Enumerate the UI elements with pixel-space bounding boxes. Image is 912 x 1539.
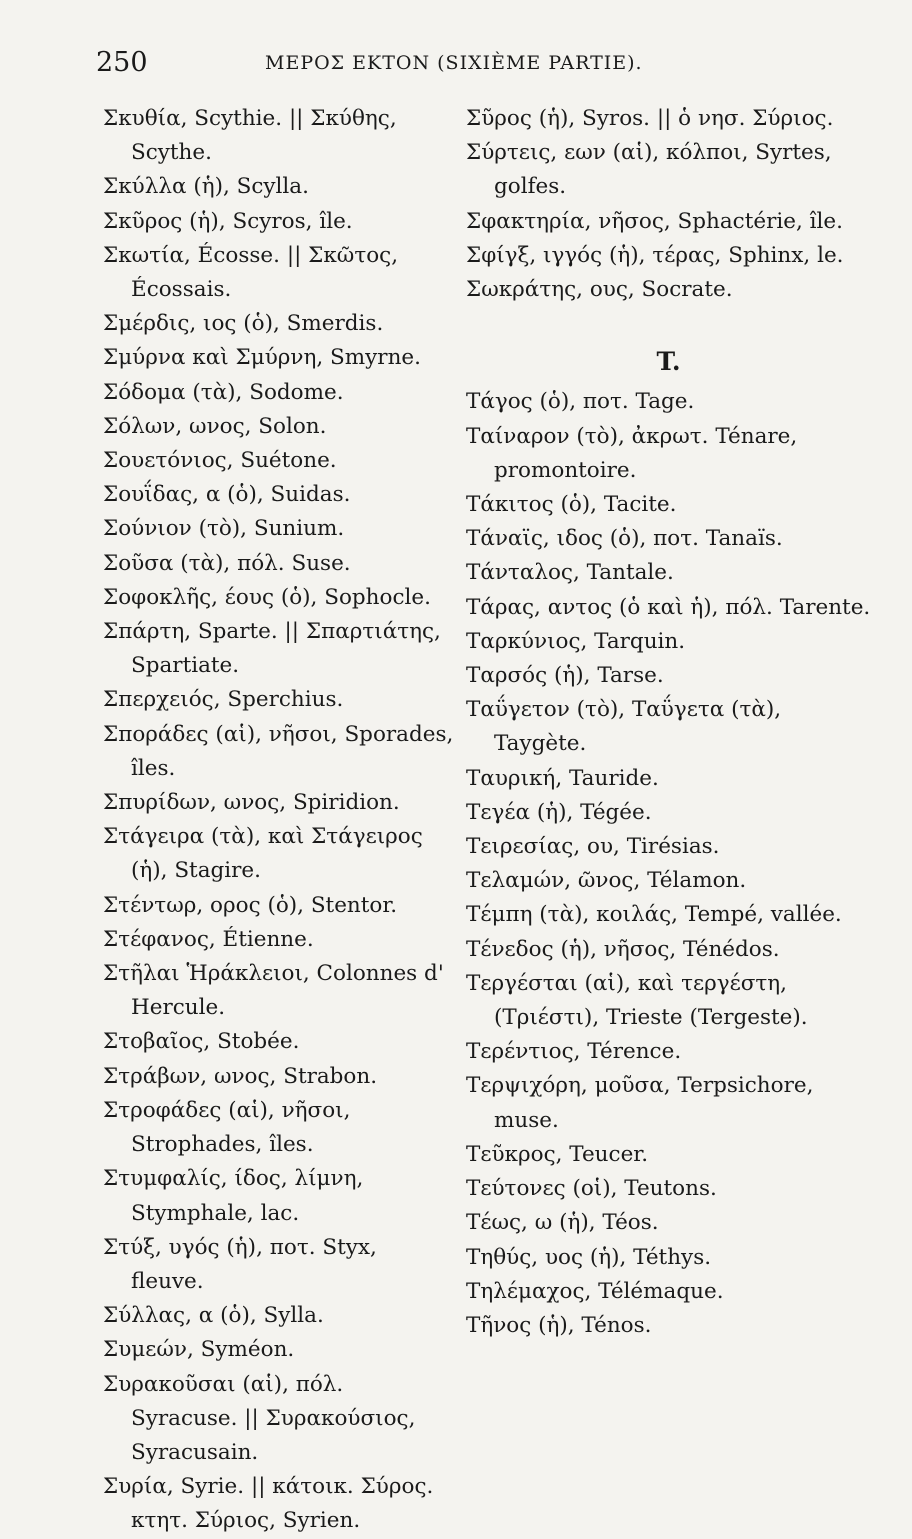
dictionary-entry: Τεύτονες (οἱ), Teutons. [466, 1176, 717, 1202]
right-column [466, 102, 871, 1343]
dictionary-entry: Σπερχειός, Sperchius. [103, 687, 344, 713]
left-column [103, 102, 455, 1539]
dictionary-entry: Σουετόνιος, Suétone. [103, 448, 337, 474]
dictionary-entry: Συρία, Syrie. || κάτοικ. Σύρος. κτητ. Σύριος, Syrien. [103, 1474, 434, 1534]
dictionary-entry: Ταρσός (ἡ), Tarse. [466, 663, 664, 689]
dictionary-entry: Στέντωρ, ορος (ὁ), Stentor. [103, 892, 398, 918]
dictionary-entry: Ταΰγετον (τὸ), Ταΰγετα (τὰ), Taygète. [466, 697, 782, 757]
dictionary-entry: Σύλλας, α (ὁ), Sylla. [103, 1303, 324, 1329]
dictionary-entry: Τάρας, αντος (ὁ καὶ ἡ), πόλ. Tarente. [466, 594, 871, 620]
dictionary-entry: Τῆνος (ἡ), Ténos. [466, 1312, 652, 1338]
dictionary-entry: Στράβων, ωνος, Strabon. [103, 1063, 378, 1089]
dictionary-entry: Τέως, ω (ἡ), Téos. [466, 1210, 659, 1236]
dictionary-entry: Σπάρτη, Sparte. || Σπαρτιάτης, Spartiate. [103, 619, 441, 679]
dictionary-entry: Σκύλλα (ἡ), Scylla. [103, 174, 309, 200]
dictionary-entry: Τάκιτος (ὁ), Tacite. [466, 492, 677, 518]
dictionary-entry: Σκωτία, Écosse. || Σκῶτος, Écossais. [103, 242, 399, 303]
dictionary-entry: Σωκράτης, ους, Socrate. [466, 277, 733, 303]
dictionary-entry: Σμέρδις, ιος (ὁ), Smerdis. [103, 311, 384, 337]
dictionary-entry: Τάνταλος, Tantale. [466, 560, 674, 586]
dictionary-entry: Ταίναρον (τὸ), ἀκρωτ. Ténare, promontoire. [466, 423, 798, 483]
dictionary-entry: Στοβαῖος, Stobée. [103, 1029, 300, 1055]
dictionary-entry: Τεγέα (ἡ), Tégée. [466, 799, 652, 825]
dictionary-entry: Σύρτεις, εων (αἱ), κόλποι, Syrtes, golfes. [466, 140, 832, 200]
dictionary-entry: Σφακτηρία, νῆσος, Sphactérie, île. [466, 208, 843, 234]
dictionary-entry: Τηθύς, υος (ἡ), Téthys. [466, 1244, 712, 1270]
dictionary-entry: Σοῦσα (τὰ), πόλ. Suse. [103, 550, 351, 576]
dictionary-entry: Σποράδες (αἱ), νῆσοι, Sporades, îles. [103, 721, 454, 781]
running-title: ΜΕΡΟΣ ΕΚΤΟΝ (SIXIÈME PARTIE). [265, 52, 643, 74]
dictionary-entry: Στυμφαλίς, ίδος, λίμνη, Stymphale, lac. [103, 1166, 364, 1226]
dictionary-entry: Σουΐδας, α (ὁ), Suidas. [103, 482, 351, 508]
dictionary-entry: Στύξ, υγός (ἡ), ποτ. Styx, fleuve. [103, 1234, 377, 1294]
dictionary-entry: Τεργέσται (αἱ), καὶ τεργέστη, (Τριέστι), Trieste (Tergeste). [466, 970, 808, 1031]
dictionary-entry: Σούνιον (τὸ), Sunium. [103, 516, 345, 542]
dictionary-entry: Τειρεσίας, ου, Tirésias. [466, 834, 720, 860]
page-number: 250 [96, 47, 148, 78]
dictionary-entry: Στροφάδες (αἱ), νῆσοι, Strophades, îles. [103, 1097, 351, 1158]
dictionary-entry: Τεῦκρος, Teucer. [466, 1141, 649, 1167]
section-letter: T. [656, 347, 681, 377]
dictionary-entry: Τηλέμαχος, Télémaque. [466, 1278, 724, 1304]
dictionary-entry: Τάναϊς, ιδος (ὁ), ποτ. Tanaïs. [466, 526, 783, 552]
dictionary-entry: Τερψιχόρη, μοῦσα, Terpsichore, muse. [466, 1073, 814, 1133]
dictionary-entry: Σόδομα (τὰ), Sodome. [103, 379, 344, 405]
dictionary-entry: Τερέντιος, Térence. [466, 1039, 682, 1065]
dictionary-entry: Συρακοῦσαι (αἱ), πόλ. Syracuse. || Συρακούσιος, Syracusain. [103, 1371, 416, 1465]
dictionary-entry: Σφίγξ, ιγγός (ἡ), τέρας, Sphinx, le. [466, 242, 844, 268]
dictionary-entry: Σόλων, ωνος, Solon. [103, 413, 327, 439]
dictionary-entry: Σκυθία, Scythie. || Σκύθης, Scythe. [103, 106, 397, 166]
dictionary-entry: Στῆλαι Ἡράκλειοι, Colonnes d' Hercule. [103, 961, 444, 1021]
dictionary-entry: Τάγος (ὁ), ποτ. Tage. [466, 389, 695, 415]
dictionary-entry: Τένεδος (ἡ), νῆσος, Ténédos. [466, 936, 780, 962]
dictionary-entry: Συμεών, Syméon. [103, 1337, 295, 1363]
dictionary-entry: Στέφανος, Étienne. [103, 926, 314, 952]
dictionary-entry: Σμύρνα καὶ Σμύρνη, Smyrne. [103, 345, 421, 371]
dictionary-entry: Σῦρος (ἡ), Syros. || ὁ νησ. Σύριος. [466, 106, 834, 131]
section-gap [466, 307, 871, 341]
dictionary-entry: Τέμπη (τὰ), κοιλάς, Tempé, vallée. [466, 902, 842, 928]
dictionary-entry: Σκῦρος (ἡ), Scyros, île. [103, 208, 353, 234]
dictionary-entry: Στάγειρα (τὰ), καὶ Στάγειρος (ἡ), Stagire. [103, 824, 423, 884]
dictionary-entry: Τελαμών, ῶνος, Télamon. [466, 868, 747, 894]
dictionary-entry: Σοφοκλῆς, έους (ὁ), Sophocle. [103, 584, 431, 610]
dictionary-entry: Ταρκύνιος, Tarquin. [466, 628, 686, 654]
dictionary-entry: Ταυρική, Tauride. [466, 765, 659, 791]
dictionary-entry: Σπυρίδων, ωνος, Spiridion. [103, 790, 400, 816]
